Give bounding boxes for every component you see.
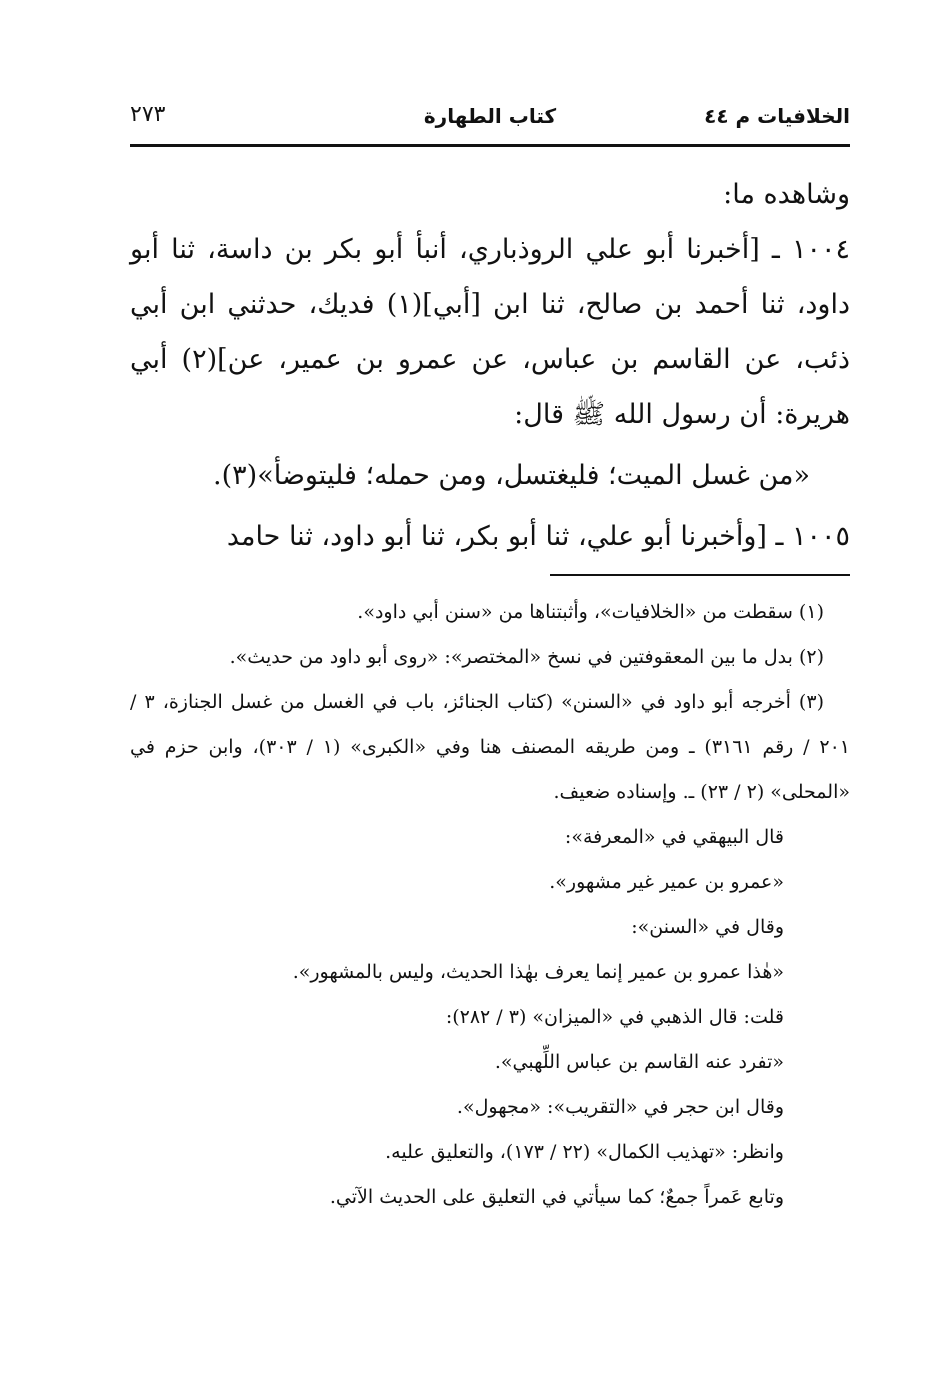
footnote-line: «تفرد عنه القاسم بن عباس اللِّهبي».	[494, 1051, 784, 1073]
footnote-line: قلت: قال الذهبي في «الميزان» (٣ / ٢٨٢):	[445, 1006, 784, 1028]
page-header	[130, 96, 850, 136]
footnote-3: (٣) أخرجه أبو داود في «السنن» (كتاب الجنائز، باب في الغسل من غسل الجنازة، ٣ / ٢٠١ / رقم ٣١٦١) ـ ومن طريقه المصنف هنا وفي «الكبرى» (١ / ٣٠٣)، وابن حزم في «المحلى» (٢ / ٢٣) ـ. وإسناده ضعيف.	[130, 691, 850, 803]
main-text	[130, 167, 850, 564]
footnote-line: «عمرو بن عمير غير مشهور».	[549, 871, 784, 893]
hadith-quote: «من غسل الميت؛ فليغتسل، ومن حمله؛ فليتوضأ»(٣).	[213, 460, 810, 491]
footnote-2: (٢) بدل ما بين المعقوفتين في نسخ «المختصر»: «روى أبو داود من حديث».	[229, 646, 824, 668]
intro-line: وشاهده ما:	[723, 179, 850, 210]
footnote-line: وقال ابن حجر في «التقريب»: «مجهول».	[456, 1096, 784, 1118]
book-page	[130, 96, 850, 1220]
footnote-line: وقال في «السنن»:	[631, 916, 784, 938]
hadith-1004: ١٠٠٤ ـ [أخبرنا أبو علي الروذباري، أنبأ أبو بكر بن داسة، ثنا أبو داود، ثنا أحمد بن صالح، ثنا ابن [أبي](١) فديك، حدثني ابن أبي ذئب، عن القاسم بن عباس، عن عمرو بن عمير، عن](٢) أبي هريرة: أن رسول الله ﷺ قال:	[130, 234, 851, 430]
footnote-1: (١) سقطت من «الخلافيات»، وأثبتناها من «سنن أبي داود».	[357, 601, 824, 623]
chapter-title: كتاب الطهارة	[423, 104, 557, 128]
footnote-line: «هٰذا عمرو بن عمير إنما يعرف بهٰذا الحديث، وليس بالمشهور».	[292, 961, 784, 983]
footnote-line: قال البيهقي في «المعرفة»:	[564, 826, 784, 848]
footnote-separator	[550, 574, 850, 576]
hadith-1005: ١٠٠٥ ـ [وأخبرنا أبو علي، ثنا أبو بكر، ثنا أبو داود، ثنا حامد	[226, 521, 850, 552]
page-number: ٢٧٣	[130, 102, 166, 127]
footnote-line: وانظر: «تهذيب الكمال» (٢٢ / ١٧٣)، والتعليق عليه.	[385, 1141, 784, 1163]
running-title: الخلافيات م ٤٤	[704, 104, 850, 128]
footnotes	[130, 590, 850, 1220]
header-divider	[130, 144, 850, 147]
footnote-line: وتابع عَمراً جمعٌ؛ كما سيأتي في التعليق على الحديث الآتي.	[329, 1186, 784, 1208]
